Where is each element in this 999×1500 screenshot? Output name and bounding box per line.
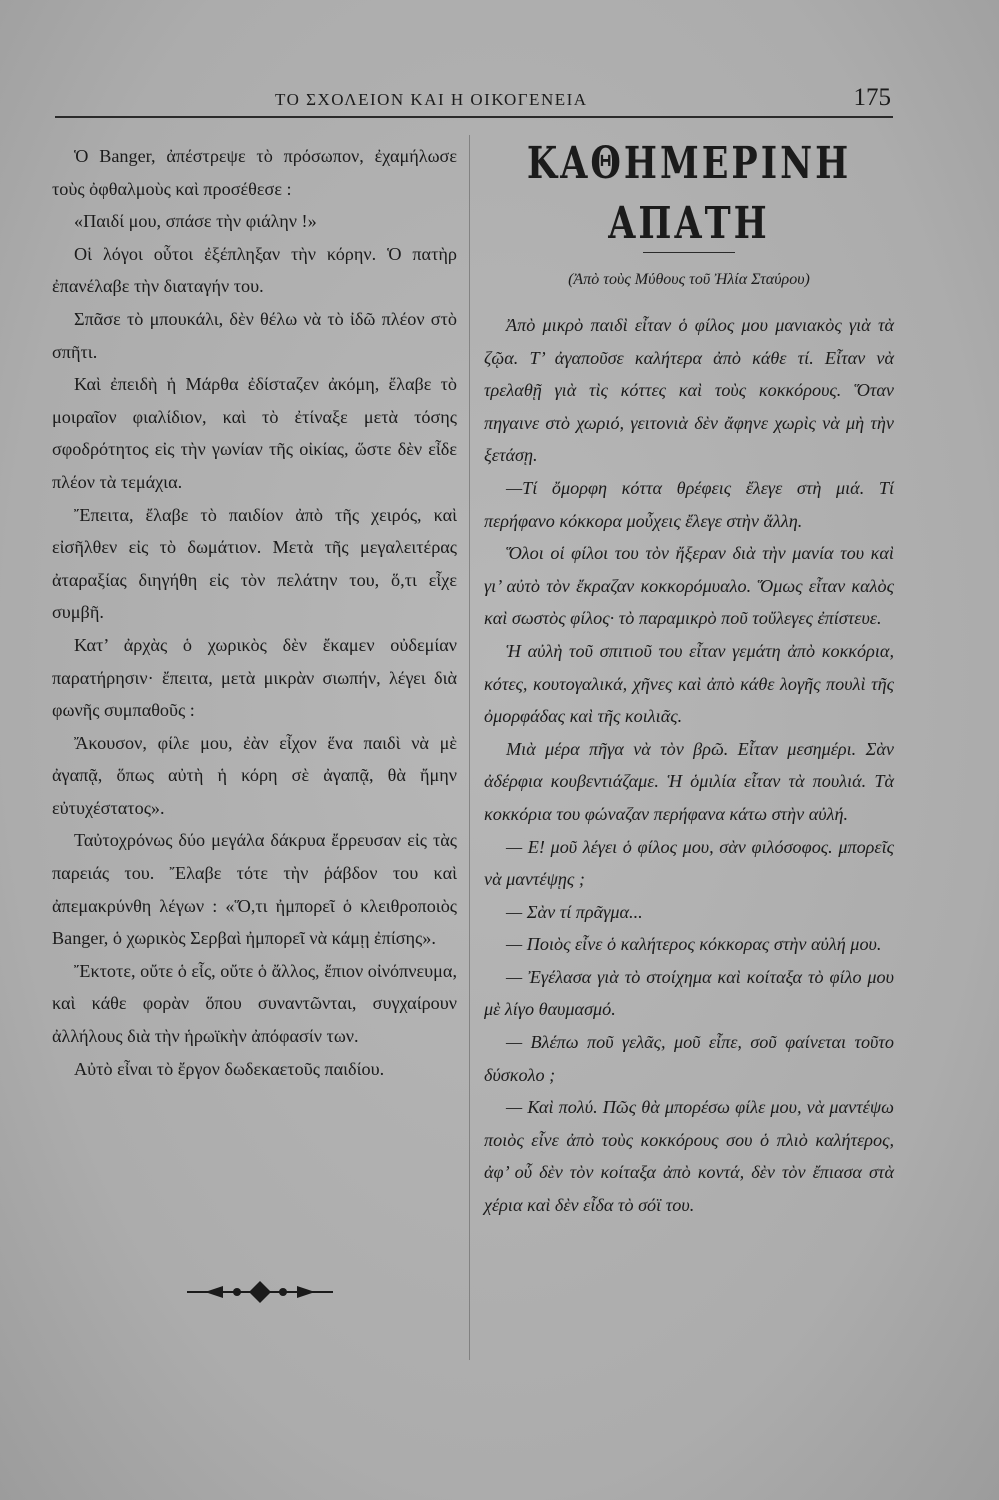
paragraph: Ἔπειτα, ἔλαβε τὸ παιδίον ἀπὸ τῆς χειρός, καὶ εἰσῆλθεν εἰς τὸ δωμάτιον. Μετὰ τῆς μεγαλειτέρας ἀταραξίας διηγήθη εἰς τὸν πελάτην του, ὅ,τι εἶχε συμβῆ.	[52, 504, 457, 623]
paragraph: — Σὰν τί πρᾶγμα...	[506, 901, 643, 922]
page-number: 175	[853, 84, 891, 111]
column-divider	[469, 135, 470, 1360]
paragraph: —Τί ὄμορφη κόττα θρέφεις ἔλεγε στὴ μιά. Τί περήφανο κόκκορα μοὖχεις ἔλεγε στὴν ἄλλη.	[484, 477, 894, 531]
paragraph: Σπᾶσε τὸ μπουκάλι, δὲν θέλω νὰ τὸ ἰδῶ πλέον στὸ σπῆτι.	[52, 308, 457, 362]
paragraph: — Ε! μοῦ λέγει ὁ φίλος μου, σὰν φιλόσοφος. μπορεῖς νὰ μαντέψῃς ;	[484, 836, 894, 890]
left-column	[52, 140, 457, 1085]
paragraph: Ἄκουσον, φίλε μου, ἐὰν εἶχον ἕνα παιδὶ νὰ μὲ ἀγαπᾷ, ὅπως αὐτὴ ἡ κόρη σὲ ἀγαπᾷ, θὰ ἤμην εὐτυχέστατος».	[52, 732, 457, 818]
paragraph: Ὅλοι οἱ φίλοι του τὸν ἤξεραν διὰ τὴν μανία του καὶ γι’ αὐτὸ τὸν ἔκραζαν κοκκορόμυαλο. Ὅμως εἶταν καλὸς καὶ σωστὸς φίλος· τὸ παραμικρὸ ποῦ τοὔλεγες ἐπίστευε.	[484, 543, 894, 629]
paragraph: Καὶ ἐπειδὴ ἡ Μάρθα ἐδίσταζεν ἀκόμη, ἔλαβε τὸ μοιραῖον φιαλίδιον, καὶ τὸ ἐτίναξε μετὰ τόσης σφοδρότητος εἰς τὴν γωνίαν τῆς οἰκίας, ὥστε δὲν εἶδε πλέον τὰ τεμάχια.	[52, 374, 457, 492]
paragraph: Ὁ Banger, ἀπέστρεψε τὸ πρόσωπον, ἐχαμήλωσε τοὺς ὀφθαλμοὺς καὶ προσέθεσε :	[52, 146, 457, 199]
paragraph: Ἔκτοτε, οὔτε ὁ εἷς, οὔτε ὁ ἄλλος, ἔπιον οἰνόπνευμα, καὶ κάθε φορὰν ὅπου συναντῶνται, συγχαίρουν ἀλλήλους διὰ τὴν ἡρωϊκὴν ἀπόφασίν των.	[52, 960, 457, 1047]
paragraph: Οἱ λόγοι οὗτοι ἐξέπληξαν τὴν κόρην. Ὁ πατὴρ ἐπανέλαβε τὴν διαταγήν του.	[52, 243, 457, 297]
running-header	[55, 86, 893, 118]
paragraph: — Βλέπω ποῦ γελᾶς, μοῦ εἶπε, σοῦ φαίνεται τοῦτο δύσκολο ;	[484, 1032, 894, 1085]
paragraph: — Ἐγέλασα γιὰ τὸ στοίχημα καὶ κοίταξα τὸ φίλο μου μὲ λίγο θαυμασμό.	[484, 966, 894, 1020]
right-column	[484, 137, 894, 1222]
paragraph: Ταὐτοχρόνως δύο μεγάλα δάκρυα ἔρρευσαν εἰς τὰς παρειάς του. Ἔλαβε τότε τὴν ῥάβδον του καὶ ἀπεμακρύνθη λέγων : «Ὅ,τι ἠμπορεῖ ὁ κλειθροποιὸς Banger, ὁ χωρικὸς Σερβαὶ ἠμπορεῖ νὰ κάμῃ ἐπίσης».	[52, 830, 457, 949]
running-title: ΤΟ ΣΧΟΛΕΙΟΝ ΚΑΙ Η ΟΙΚΟΓΕΝΕΙΑ	[275, 90, 588, 109]
article-title: ΚΑΘΗΜΕΡΙΝΗ ΑΠΑΤΗ	[526, 137, 852, 249]
paragraph: Μιὰ μέρα πῆγα νὰ τὸν βρῶ. Εἶταν μεσημέρι. Σὰν ἀδέρφια κουβεντιάζαμε. Ἡ ὁμιλία εἶταν τὰ πουλιά. Τὰ κοκκόρια του φώναζαν περήφανα κάτω στὴν αὐλή.	[484, 738, 894, 824]
paragraph: Κατ’ ἀρχὰς ὁ χωρικὸς δὲν ἔκαμεν οὐδεμίαν παρατήρησιν· ἔπειτα, μετὰ μικρὰν σιωπήν, λέγει διὰ φωνῆς συμπαθοῦς :	[52, 634, 457, 721]
paragraph: «Παιδί μου, σπάσε τὴν φιάλην !»	[74, 211, 317, 232]
article-byline: (Ἀπὸ τοὺς Μύθους τοῦ Ἠλία Σταύρου)	[568, 271, 810, 288]
paragraph: Ἡ αὐλὴ τοῦ σπιτιοῦ του εἶταν γεμάτη ἀπὸ κοκκόρια, κότες, κουτογαλικά, χῆνες καὶ ἀπὸ κάθε λογῆς πουλὶ τῆς ὀμορφάδας καὶ τῆς κοιλιᾶς.	[484, 640, 894, 727]
paragraph: Αὐτὸ εἶναι τὸ ἔργον δωδεκαετοῦς παιδίου.	[74, 1058, 385, 1079]
paragraph: — Καὶ πολύ. Πῶς θὰ μπορέσω φίλε μου, νὰ μαντέψω ποιὸς εἶνε ἀπὸ τοὺς κοκκόρους σου ὁ πλιὸ καλήτερος, ἀφ’ οὗ δὲν τὸν κοίταξα ἀπὸ κοντά, δὲν τὸν ἔπιασα στὰ χέρια καὶ δὲν εἶδα τὸ σόϊ του.	[484, 1097, 894, 1216]
paragraph: — Ποιὸς εἶνε ὁ καλήτερος κόκκορας στὴν αὐλή μου.	[506, 934, 882, 955]
paragraph: Ἀπὸ μικρὸ παιδὶ εἶταν ὁ φίλος μου μανιακὸς γιὰ τὰ ζῷα. Τ’ ἀγαποῦσε καλήτερα ἀπὸ κάθε τί. Εἶταν νὰ τρελαθῇ γιὰ τὶς κόττες καὶ τοὺς κοκκόρους. Ὅταν πηγαινε στὸ χωριό, γειτονιὰ δὲν ἄφηνε χωρὶς νὰ μὴ τὴν ξετάσῃ.	[484, 315, 894, 466]
fleuron-divider-icon	[185, 1277, 335, 1307]
